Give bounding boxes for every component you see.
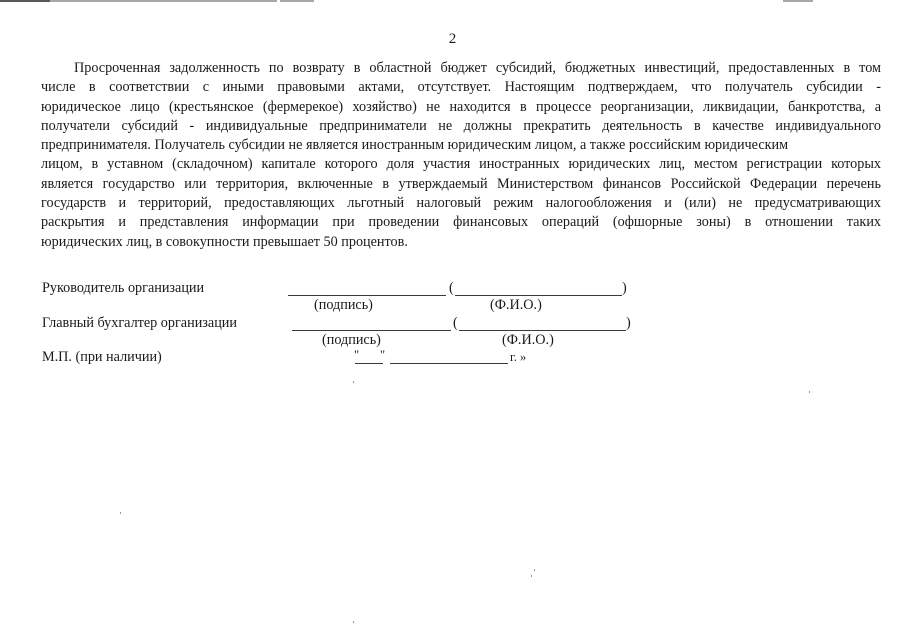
scan-speck bbox=[353, 381, 354, 383]
scan-speck bbox=[353, 621, 354, 623]
scan-speck bbox=[531, 575, 532, 577]
accountant-name-close-paren: ) bbox=[626, 315, 631, 331]
paragraph-line: числе в соответствии с иными правовыми актами, отсутствует. Настоящим подтверждаем, что получатель субсидии - bbox=[41, 79, 881, 96]
date-day-line[interactable] bbox=[355, 363, 383, 364]
scan-edge-mark bbox=[50, 0, 277, 2]
paragraph-line: предпринимателя. Получатель субсидии не является иностранным юридическим лицом, а также российским юридическим bbox=[41, 137, 789, 154]
scan-speck bbox=[809, 391, 810, 393]
paragraph-line: государств и территорий, предоставляющих льготный налоговый режим налогообложения и (или) не предусматривающих bbox=[41, 195, 881, 212]
accountant-name-open-paren: ( bbox=[453, 315, 458, 331]
accountant-signature-line[interactable] bbox=[292, 330, 451, 331]
date-quote-close: " bbox=[380, 348, 386, 362]
scan-edge-mark bbox=[783, 0, 813, 2]
head-name-open-paren: ( bbox=[449, 280, 454, 296]
head-name-close-paren: ) bbox=[622, 280, 627, 296]
scan-edge-mark bbox=[0, 0, 50, 2]
head-signature-line[interactable] bbox=[288, 295, 446, 296]
accountant-signature-caption: (подпись) bbox=[322, 332, 381, 348]
head-of-organization-label: Руководитель организации bbox=[42, 280, 205, 296]
paragraph-line: получатели субсидий - индивидуальные предприниматели не должны прекратить деятельность в качестве индивидуального bbox=[41, 117, 881, 134]
date-quote-open: " bbox=[354, 348, 360, 362]
stamp-label: М.П. (при наличии) bbox=[42, 349, 162, 365]
scan-speck bbox=[120, 512, 121, 514]
accountant-name-caption: (Ф.И.О.) bbox=[502, 332, 554, 348]
paragraph-line: является государство или территория, включенные в утверждаемый Министерством финансов Российской Федерации перечень bbox=[41, 175, 881, 192]
paragraph-line: лицом, в уставном (складочном) капитале которого доля участия иностранных юридических лиц, местом регистрации которых bbox=[41, 156, 881, 173]
page-number: 2 bbox=[448, 31, 457, 47]
scan-speck bbox=[534, 569, 535, 571]
declaration-paragraph bbox=[41, 59, 881, 252]
paragraph-line: юридическое лицо (крестьянское (фермерекое) хозяйство) не находится в процессе реорганизации, ликвидации, банкротства, а bbox=[41, 98, 881, 115]
paragraph-line: юридических лиц, в совокупности превышает 50 процентов. bbox=[41, 233, 408, 250]
date-year-suffix: г. » bbox=[510, 350, 527, 364]
paragraph-line: раскрытия и представления информации при проведении финансовых операций (офшорные зоны) в отношении таких bbox=[41, 214, 881, 231]
date-month-year-line[interactable] bbox=[390, 363, 508, 364]
chief-accountant-label: Главный бухгалтер организации bbox=[42, 315, 237, 331]
paragraph-line: Просроченная задолженность по возврату в областной бюджет субсидий, бюджетных инвестиций, предоставленных в том bbox=[74, 60, 881, 76]
accountant-name-line[interactable] bbox=[459, 330, 626, 331]
head-name-line[interactable] bbox=[455, 295, 622, 296]
head-signature-caption: (подпись) bbox=[314, 297, 373, 313]
head-name-caption: (Ф.И.О.) bbox=[490, 297, 542, 313]
scan-edge-mark bbox=[280, 0, 314, 2]
